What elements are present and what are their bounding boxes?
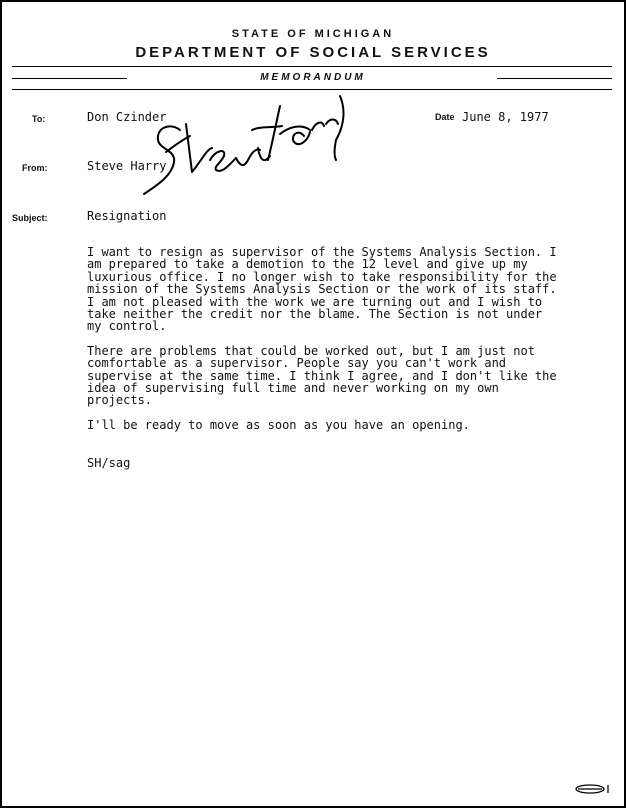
date-value: June 8, 1977 <box>462 110 549 124</box>
handwritten-signature <box>140 90 355 202</box>
state-heading: STATE OF MICHIGAN <box>231 28 395 40</box>
to-label: To: <box>32 114 46 124</box>
memo-body <box>87 246 557 482</box>
body-paragraph: There are problems that could be worked out, but I am just not comfortable as a supervisor. People say you can't work and supervise at the same time. I think I agree, and I don't like the idea of supervising full time and never working on my own projects. <box>87 343 557 408</box>
department-heading: DEPARTMENT OF SOCIAL SERVICES <box>135 44 491 61</box>
from-label: From: <box>22 163 48 173</box>
date-label: Date <box>435 112 455 122</box>
typist-initials: SH/sag <box>87 456 131 471</box>
subject-label: Subject: <box>12 213 48 223</box>
body-paragraph: I want to resign as supervisor of the Systems Analysis Section. I am prepared to take a demotion to the 12 level and give up my luxurious office. I no longer wish to take responsibility for the mission of the Systems Analysis Section or the work of its staff. I am not pleased with the work we are turning out and I wish to take neither the credit nor the blame. The Section is not under my control. <box>87 245 557 334</box>
body-paragraph: I'll be ready to move as soon as you have an opening. <box>87 417 470 432</box>
to-value: Don Czinder <box>87 110 167 124</box>
from-value: Steve Harry <box>87 159 167 173</box>
memo-title: MEMORANDUM <box>260 72 366 83</box>
subject-value: Resignation <box>87 209 167 223</box>
archive-stamp-icon <box>570 782 614 796</box>
top-rule <box>12 66 612 67</box>
